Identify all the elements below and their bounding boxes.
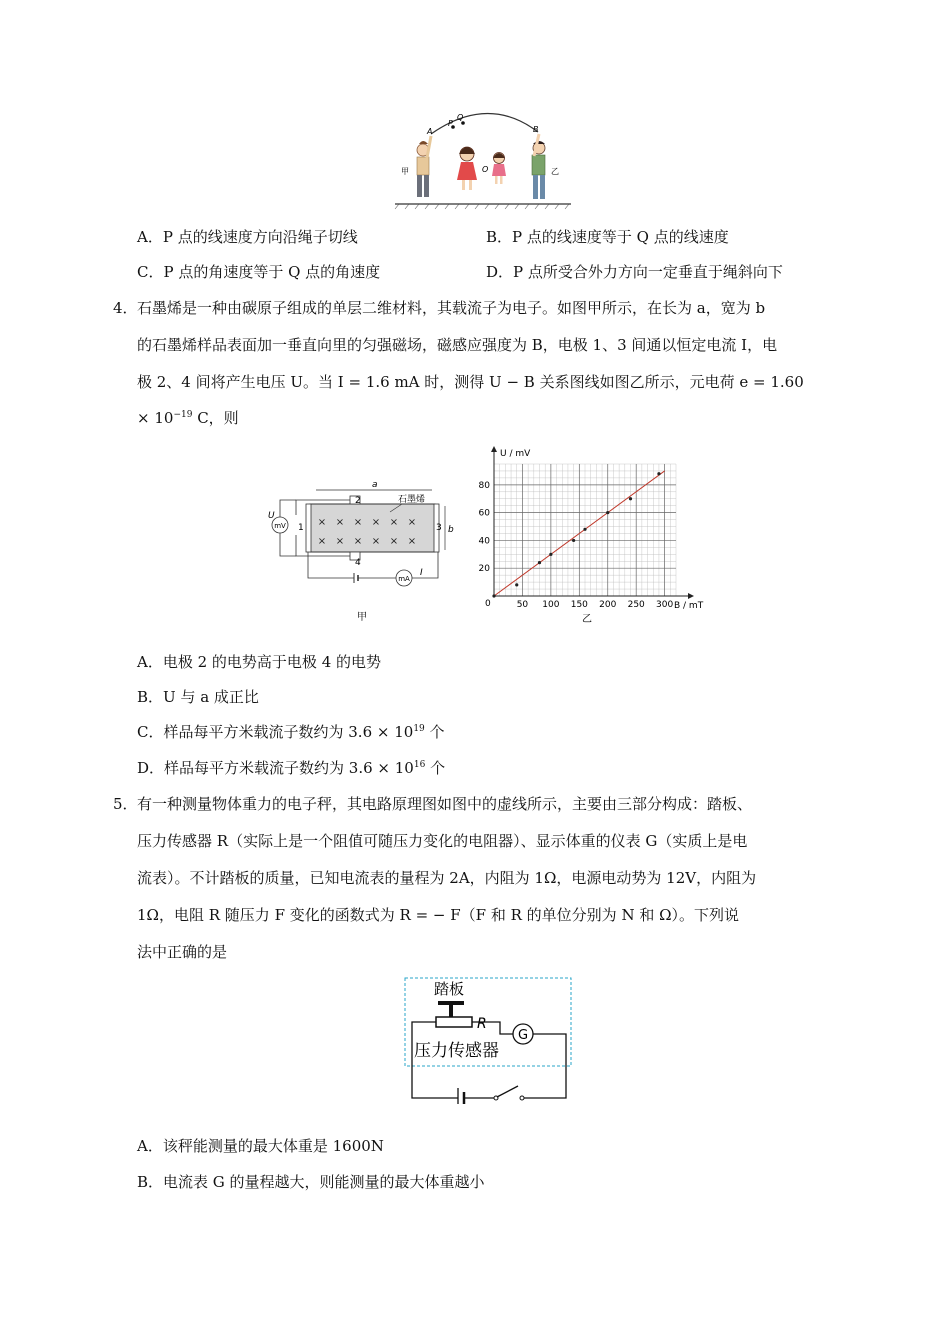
label-I: I (420, 568, 423, 578)
y-axis-label: U / mV (500, 449, 531, 459)
person-jia (417, 136, 431, 197)
material-label: 石墨烯 (398, 495, 426, 505)
label-O: O (482, 165, 489, 174)
svg-text:×: × (371, 536, 381, 547)
ma-meter: mA (398, 575, 410, 583)
q3-option-c: C．P 点的角速度等于 Q 点的角速度 (137, 263, 381, 281)
person-yi (532, 134, 545, 199)
q4-figure-jia (262, 478, 462, 628)
data-point (606, 511, 609, 514)
q5-line-5: 法中正确的是 (137, 943, 228, 961)
svg-text:×: × (335, 536, 345, 547)
label-yi: 乙 (551, 167, 559, 176)
data-point (657, 472, 660, 475)
svg-text:×: × (353, 536, 363, 547)
data-point (629, 497, 632, 500)
electrode-3: 3 (436, 523, 442, 533)
q4-chart-yi (470, 436, 720, 628)
origin-label: 0 (485, 599, 491, 609)
x-tick-label: 200 (599, 600, 617, 610)
svg-text:×: × (317, 517, 327, 528)
q5-option-b: B．电流表 G 的量程越大，则能测量的最大体重越小 (137, 1173, 485, 1191)
q3-option-d: D．P 点所受合外力方向一定垂直于绳斜向下 (486, 263, 783, 281)
y-tick-label: 20 (478, 564, 490, 575)
meter-g: G (517, 1028, 529, 1043)
electrode-1: 1 (298, 523, 304, 533)
svg-text:×: × (371, 517, 381, 528)
y-tick-label: 80 (478, 480, 490, 491)
q5-figure (400, 974, 576, 1104)
q3-option-a: A．P 点的线速度方向沿绳子切线 (137, 228, 358, 246)
q4-line-1: 石墨烯是一种由碳原子组成的单层二维材料，其载流子为电子。如图甲所示，在长为 a，宽为 b (137, 299, 766, 317)
q4-line-3: 极 2、4 间将产生电压 U。当 I = 1.6 mA 时，测得 U − B 关系图线如图乙所示，元电荷 e = 1.60 (137, 373, 804, 391)
child-small (492, 153, 506, 185)
x-tick-label: 250 (627, 600, 645, 610)
q4-line-4: × $10^{-19}$ C，则 (137, 409, 239, 427)
svg-text:×: × (407, 536, 417, 547)
label-Q: Q (457, 113, 464, 122)
electrode-2: 2 (355, 496, 361, 506)
dim-a: a (372, 480, 378, 490)
x-tick-label: 50 (516, 600, 529, 610)
svg-text:×: × (335, 517, 345, 528)
q3-figure (393, 112, 573, 210)
q4-option-b: B．U 与 a 成正比 (137, 688, 259, 706)
data-point (538, 561, 541, 564)
mv-meter: mV (274, 522, 286, 530)
sensor-label: 压力传感器 (414, 1041, 499, 1061)
label-A: A (427, 127, 433, 136)
label-jia: 甲 (401, 167, 409, 176)
q5-line-1: 有一种测量物体重力的电子秤，其电路原理图如图中的虚线所示，主要由三部分构成：踏板、 (137, 795, 753, 813)
x-axis-arrow (688, 593, 694, 599)
data-point (583, 528, 586, 531)
child-girl (457, 147, 477, 190)
q4-option-d: D．样品每平方米载流子数约为 $3.6 \times 10^{16}$ 个 (137, 759, 446, 777)
q5-number: 5． (113, 795, 138, 813)
svg-text:×: × (389, 517, 399, 528)
x-tick-label: 300 (656, 600, 674, 610)
q5-line-2: 压力传感器 R（实际上是一个阻值可随压力变化的电阻器）、显示体重的仪表 G（实质上是电 (137, 832, 748, 850)
electrode-4: 4 (355, 558, 361, 568)
label-P: P (448, 119, 453, 128)
label-U: U (268, 511, 275, 521)
q4-option-c: C．样品每平方米载流子数约为 $3.6 \times 10^{19}$ 个 (137, 723, 445, 741)
data-point (515, 583, 518, 586)
x-axis-label: B / mT (674, 601, 704, 611)
y-tick-label: 40 (478, 536, 490, 547)
q4-option-a: A．电极 2 的电势高于电极 4 的电势 (137, 653, 382, 671)
fig-jia-caption: 甲 (357, 612, 367, 623)
svg-text:×: × (389, 536, 399, 547)
q5-option-a: A．该秤能测量的最大体重是 1600N (137, 1137, 384, 1155)
q4-line-2: 的石墨烯样品表面加一垂直向里的匀强磁场，磁感应强度为 B，电极 1、3 间通以恒定电流 I，电 (137, 336, 778, 354)
x-tick-label: 100 (542, 600, 560, 610)
svg-text:×: × (407, 517, 417, 528)
x-tick-label: 150 (570, 600, 588, 610)
data-point (572, 539, 575, 542)
svg-text:×: × (353, 517, 363, 528)
resistor-label: R (477, 1016, 487, 1032)
q3-option-b: B．P 点的线速度等于 Q 点的线速度 (486, 228, 729, 246)
data-point (549, 553, 552, 556)
dim-b: b (448, 525, 454, 535)
y-tick-label: 60 (478, 508, 490, 519)
q5-line-4: 1Ω，电阻 R 随压力 F 变化的函数式为 R = − F（F 和 R 的单位分别为 N 和 Ω）。下列说 (137, 906, 740, 924)
q5-line-3: 流表）。不计踏板的质量，已知电流表的量程为 2A，内阻为 1Ω，电源电动势为 12V，内阻为 (137, 869, 757, 887)
label-B: B (533, 125, 539, 134)
svg-text:×: × (317, 536, 327, 547)
fig-yi-caption: 乙 (582, 614, 592, 625)
pedal-label: 踏板 (434, 980, 465, 998)
q4-number: 4． (113, 299, 138, 317)
y-axis-arrow (491, 446, 497, 452)
data-point (492, 594, 495, 597)
